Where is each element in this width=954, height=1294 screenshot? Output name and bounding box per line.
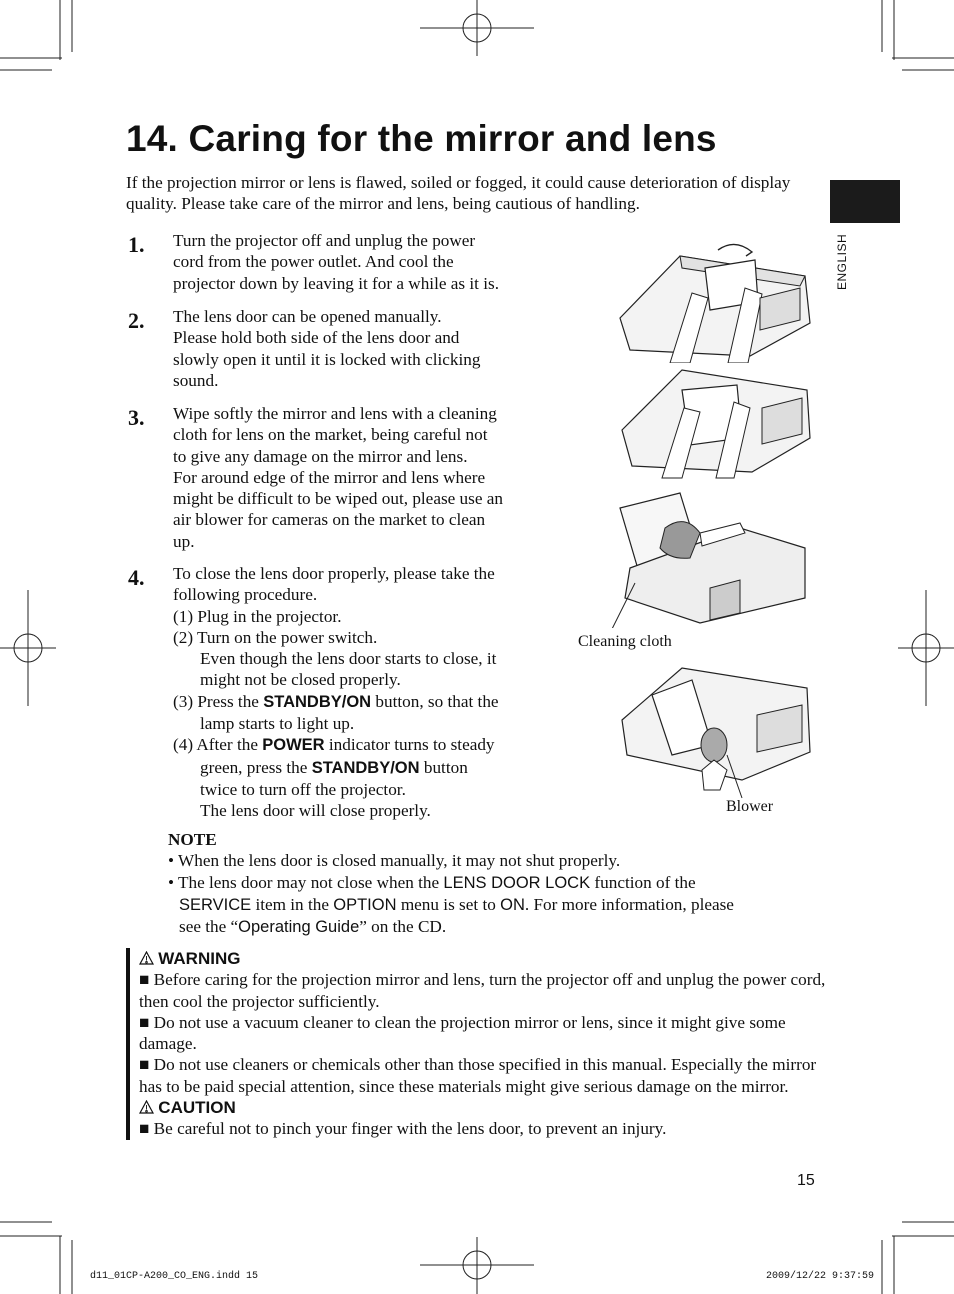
text: (4) After the (173, 735, 263, 755)
procedure-line: The lens door will close properly. (200, 801, 431, 821)
menu-term: ON (500, 895, 525, 914)
text: indicator turns to steady (324, 735, 495, 755)
warning-heading-row (139, 948, 839, 969)
text: button (419, 757, 468, 777)
standby-key-label: STANDBY/ON (263, 692, 372, 711)
warning-item: ■ Before caring for the projection mirror and lens, turn the projector off and unplug the power cord, then cool the projector sufficiently. (139, 970, 826, 1011)
step-text (173, 306, 553, 391)
procedure-line: might not be closed properly. (200, 670, 401, 690)
step-text (173, 563, 563, 822)
menu-term: SERVICE (179, 895, 252, 914)
projector-cleaning-cloth-illustration (590, 488, 815, 628)
language-tab (830, 180, 900, 223)
step-text (173, 230, 553, 294)
note-bullet: • When the lens door is closed manually, it may not shut properly. (168, 851, 621, 871)
footer-filename: d11_01CP-A200_CO_ENG.indd 15 (90, 1271, 259, 1282)
step-number: 3. (128, 405, 145, 430)
note-bullet-cont (168, 894, 828, 916)
procedure-line (173, 757, 563, 779)
step-line: Turn the projector off and unplug the power (173, 231, 476, 250)
footer-timestamp: 2009/12/22 9:37:59 (766, 1271, 875, 1282)
step-number: 4. (128, 565, 145, 590)
text: menu is set to (396, 894, 501, 914)
text: see the “ (179, 917, 239, 937)
warning-heading: WARNING (158, 949, 241, 968)
menu-term: OPTION (333, 895, 397, 914)
procedure-line: (2) Turn on the power switch. (173, 627, 378, 647)
caution-triangle-icon (139, 1100, 154, 1114)
warning-triangle-icon (139, 951, 154, 965)
blower-caption: Blower (726, 798, 774, 815)
document-term: Operating Guide (238, 918, 360, 937)
step-line: Wipe softly the mirror and lens with a cleaning (173, 404, 497, 423)
step-line: following procedure. (173, 585, 318, 605)
step-line: sound. (173, 370, 219, 390)
step-line: cloth for lens on the market, being careful not (173, 425, 488, 445)
step-line: To close the lens door properly, please take the (173, 564, 495, 583)
warning-item: ■ Do not use cleaners or chemicals other than those specified in this manual. Especially the mirror has to be paid special attention, since these materials might give serious damage on the mirror. (139, 1055, 817, 1096)
step-line: up. (173, 531, 195, 551)
step-line: Please hold both side of the lens door and (173, 328, 460, 348)
projector-blower-illustration (612, 660, 817, 800)
step-text (173, 403, 553, 552)
warning-item: ■ Do not use a vacuum cleaner to clean the projection mirror or lens, since it might give some damage. (139, 1012, 786, 1054)
power-indicator-label: POWER (262, 736, 325, 755)
text: • The lens door may not close when the (168, 872, 444, 892)
text: ” on the CD. (359, 917, 447, 937)
step-line: slowly open it until it is locked with clicking (173, 349, 481, 369)
text: green, press the (200, 757, 312, 777)
procedure-line: (1) Plug in the projector. (173, 606, 342, 626)
text: function of the (590, 872, 696, 892)
caution-item: ■ Be careful not to pinch your finger with the lens door, to prevent an injury. (139, 1119, 667, 1139)
menu-term: LENS DOOR LOCK (443, 873, 591, 892)
procedure-line: lamp starts to light up. (200, 714, 355, 734)
page-title: 14. Caring for the mirror and lens (126, 118, 717, 159)
note-bullet-cont (168, 916, 828, 938)
text: (3) Press the (173, 691, 264, 711)
text: . For more information, please (524, 894, 734, 914)
step-line: cord from the power outlet. And cool the (173, 252, 454, 272)
text: item in the (251, 894, 334, 914)
step-line: projector down by leaving it for a while as it is. (173, 273, 500, 293)
caution-heading-row (139, 1097, 839, 1118)
projector-hold-door-illustration (612, 360, 817, 480)
intro-paragraph: If the projection mirror or lens is flawed, soiled or fogged, it could cause deterioration of display quality. Please take care of the mirror and lens, being cautious of handling. (126, 173, 791, 214)
warning-box (126, 948, 839, 1140)
step-number: 1. (128, 232, 145, 257)
step-line: might be difficult to be wiped out, please use an (173, 489, 503, 509)
step-number: 2. (128, 308, 145, 333)
standby-key-label: STANDBY/ON (311, 758, 420, 777)
note-section (168, 829, 828, 938)
step-line: The lens door can be opened manually. (173, 307, 442, 326)
procedure-line (173, 734, 563, 756)
procedure-line (173, 691, 563, 713)
page-number: 15 (797, 1172, 815, 1189)
projector-open-door-illustration (610, 238, 815, 363)
text: button, so that the (371, 691, 499, 711)
note-heading: NOTE (168, 830, 217, 849)
language-label: ENGLISH (835, 233, 849, 290)
procedure-line: twice to turn off the projector. (200, 779, 406, 799)
cleaning-cloth-caption: Cleaning cloth (578, 633, 672, 650)
step-line: to give any damage on the mirror and lens. (173, 446, 468, 466)
step-line: air blower for cameras on the market to clean (173, 510, 486, 530)
step-line: For around edge of the mirror and lens where (173, 467, 486, 487)
procedure-line: Even though the lens door starts to close, it (200, 649, 497, 669)
caution-heading: CAUTION (158, 1098, 236, 1118)
note-bullet (168, 872, 828, 894)
